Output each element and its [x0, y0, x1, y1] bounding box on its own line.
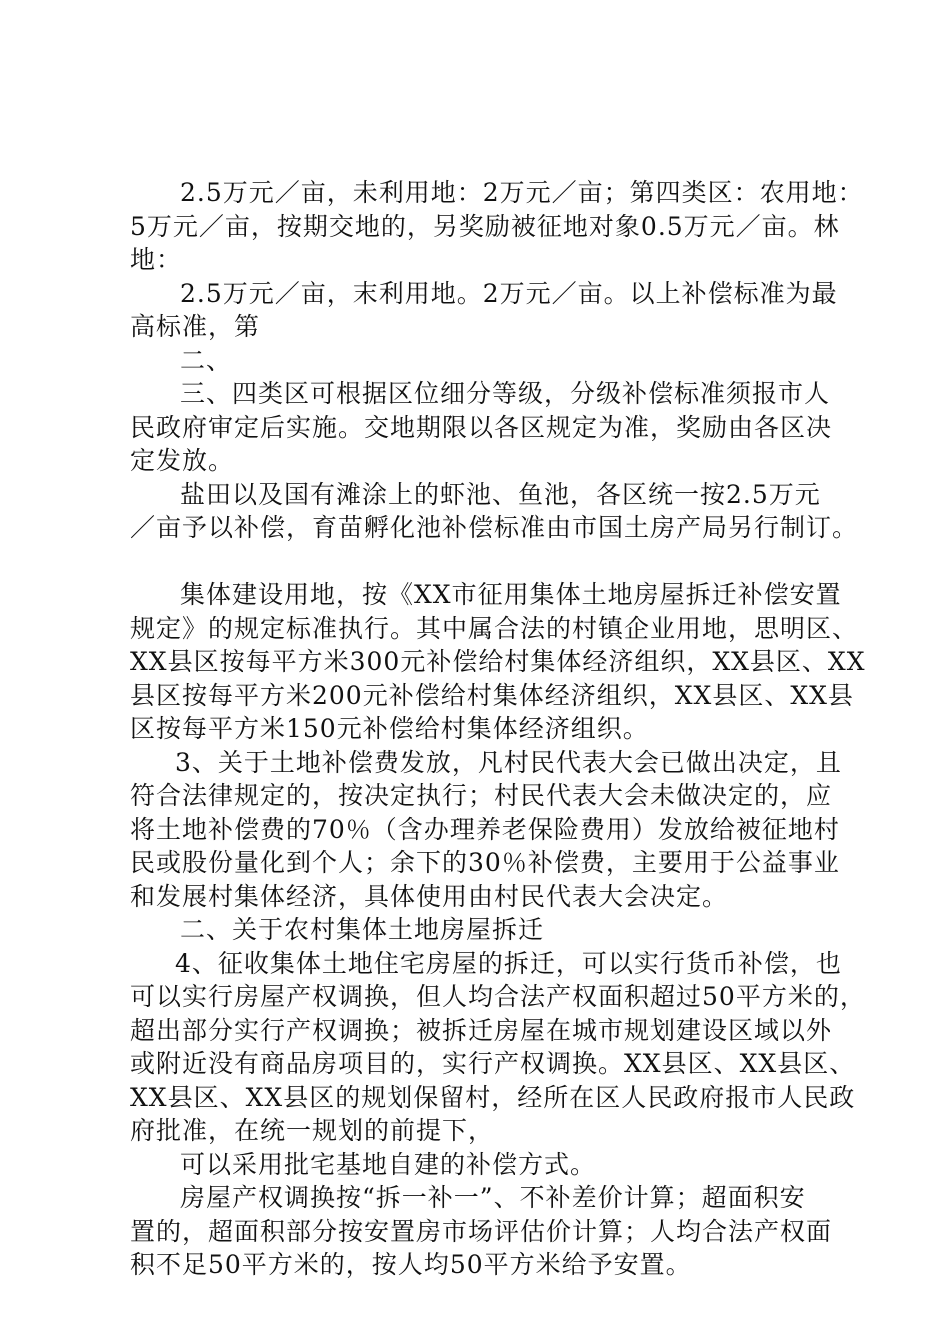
text-line: 定发放。 [130, 446, 235, 475]
text-line: 盐田以及国有滩涂上的虾池、鱼池，各区统一按2.5万元 [180, 479, 821, 509]
text-line: 规定》的规定标准执行。其中属合法的村镇企业用地，思明区、 [130, 613, 859, 643]
text-line: 二、 [180, 345, 233, 375]
text-line: 超出部分实行产权调换；被拆迁房屋在城市规划建设区域以外 [130, 1015, 833, 1045]
text-line: 民或股份量化到个人；余下的30％补偿费，主要用于公益事业 [130, 848, 840, 877]
text-line: 可以采用批宅基地自建的补偿方式。 [180, 1149, 597, 1179]
text-line: XX县区、XX县区的规划保留村，经所在区人民政府报市人民政 [130, 1082, 856, 1112]
text-line: 4、征收集体土地住宅房屋的拆迁，可以实行货币补偿，也 [175, 948, 842, 978]
text-line: 集体建设用地，按《XX市征用集体土地房屋拆迁补偿安置 [180, 580, 842, 609]
text-line: 5万元／亩，按期交地的，另奖励被征地对象0.5万元／亩。林 [130, 211, 840, 241]
text-line: 或附近没有商品房项目的，实行产权调换。XX县区、XX县区、 [130, 1049, 856, 1078]
text-line: 三、四类区可根据区位细分等级，分级补偿标准须报市人 [180, 379, 831, 408]
text-line: 民政府审定后实施。交地期限以各区规定为准，奖励由各区决 [130, 412, 833, 442]
text-line: 积不足50平方米的，按人均50平方米给予安置。 [130, 1250, 692, 1279]
text-line: 可以实行房屋产权调换，但人均合法产权面积超过50平方米的， [130, 982, 866, 1011]
text-line: 2.5万元／亩，末利用地。2万元／亩。以上补偿标准为最 [180, 278, 838, 308]
text-line: 房屋产权调换按“拆一补一”、不补差价计算；超面积安 [180, 1183, 806, 1212]
paragraph-gap [130, 545, 830, 579]
text-line: 3、关于土地补偿费发放，凡村民代表大会已做出决定，且 [175, 747, 842, 777]
document-body [130, 176, 866, 1282]
text-line: 2.5万元／亩，未利用地：2万元／亩；第四类区：农用地： [180, 178, 864, 207]
text-line: 高标准，第 [130, 312, 261, 341]
text-line: 符合法律规定的，按决定执行；村民代表大会未做决定的，应 [130, 781, 833, 810]
text-line: 置的，超面积部分按安置房市场评估价计算；人均合法产权面 [130, 1216, 833, 1246]
text-line: ／亩予以补偿，育苗孵化池补偿标准由市国土房产局另行制订。 [130, 513, 859, 542]
text-line: 将土地补偿费的70％（含办理养老保险费用）发放给被征地村 [130, 814, 840, 844]
text-line: 县区按每平方米200元补偿给村集体经济组织，XX县区、XX县 [130, 680, 854, 710]
text-line: 和发展村集体经济，具体使用由村民代表大会决定。 [130, 881, 729, 911]
text-line: 地： [130, 245, 183, 274]
text-line: XX县区按每平方米300元补偿给村集体经济组织，XX县区、XX [130, 647, 866, 676]
section-heading: 二、关于农村集体土地房屋拆迁 [180, 915, 545, 944]
text-line: 区按每平方米150元补偿给村集体经济组织。 [130, 714, 649, 743]
text-line: 府批准，在统一规划的前提下， [130, 1116, 495, 1145]
